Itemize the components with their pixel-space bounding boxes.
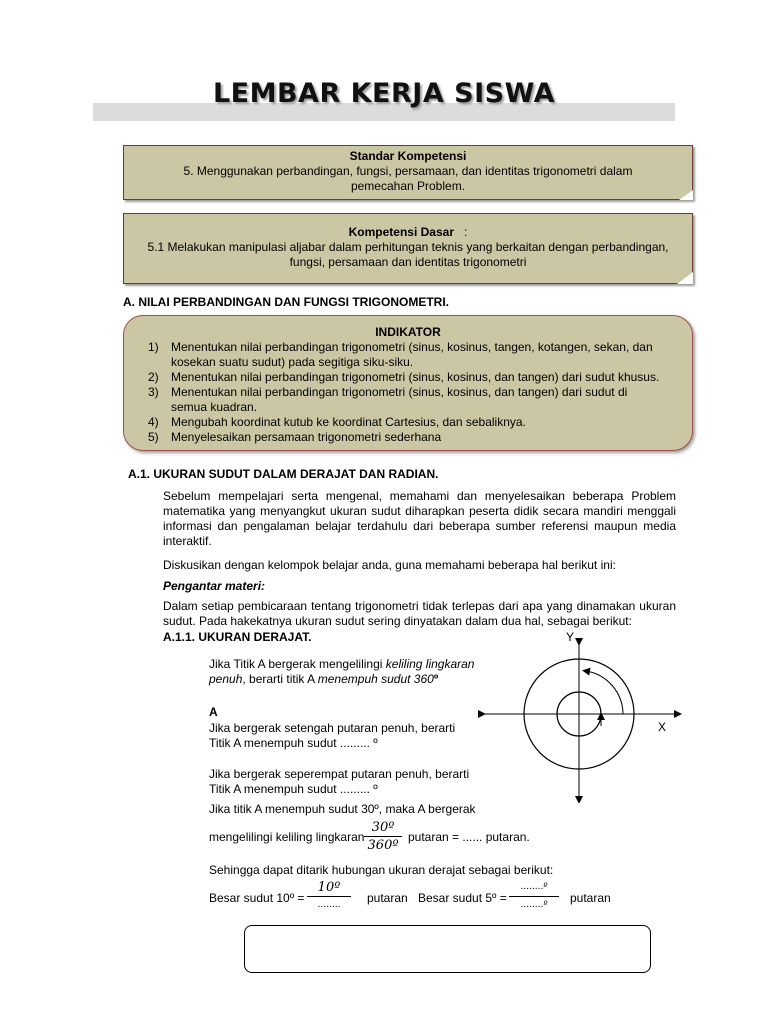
section-a11-heading: A.1.1. UKURAN DERAJAT. <box>163 630 312 644</box>
list-number: 4) <box>148 415 159 429</box>
text-segment: Jika Titik A bergerak mengelilingi <box>209 657 386 671</box>
list-text: Menentukan nilai perbandingan trigonometri (sinus, kosinus, dan tangen) dari sudut khusus. <box>171 370 660 384</box>
fraction-bar <box>307 896 351 897</box>
thirty-degree-text: Jika titik A menempuh sudut 30º, maka A bergerak <box>209 802 476 816</box>
pengantar-heading: Pengantar materi: <box>163 579 266 593</box>
fraction-numerator: 30º <box>371 820 395 835</box>
standar-kompetensi-heading: Standar Kompetensi <box>349 149 467 163</box>
kompetensi-dasar-box <box>123 213 693 284</box>
section-a-heading: A. NILAI PERBANDINGAN DAN FUNGSI TRIGONOMETRI. <box>123 295 449 309</box>
standar-kompetensi-text: 5. Menggunakan perbandingan, fungsi, persamaan, dan identitas trigonometri dalam pemecahan Problem. <box>183 164 633 193</box>
indikator-list <box>124 340 692 445</box>
list-text: Mengubah koordinat kutub ke koordinat Cartesius, dan sebaliknya. <box>171 415 526 429</box>
folded-corner <box>677 272 693 284</box>
list-number: 1) <box>148 340 159 354</box>
point-a-label: A <box>209 705 218 719</box>
paragraph-discussion: Diskusikan dengan kelompok belajar anda, guna memahami beberapa hal berikut ini: <box>163 558 616 572</box>
paragraph-intro: Sebelum mempelajari serta mengenal, memahami dan menyelesaikan beberapa Problem matematika yang menyangkut ukuran sudut diharapkan peserta didik secara mandiri menggali informasi dan pengalaman belajar terdahulu dari beberapa sumber referensi maupun media interaktif. <box>163 489 676 548</box>
relation-text: Sehingga dapat ditarik hubungan ukuran derajat sebagai berikut: <box>209 863 554 877</box>
rotation-arrow <box>586 671 623 714</box>
kompetensi-dasar-text: 5.1 Melakukan manipulasi aljabar dalam perhitungan teknis yang berkaitan dengan perbandingan, fungsi, persamaan dan identitas trigonometri <box>147 240 669 269</box>
page-title: LEMBAR KERJA SISWA <box>212 78 556 109</box>
text-segment: mengelilingi keliling lingkaran <box>209 830 365 844</box>
fraction-denominator: ........º <box>520 900 548 910</box>
text-segment: Besar sudut 10º = <box>209 891 305 905</box>
fraction-denominator: 360º <box>367 838 399 853</box>
text-segment: Besar sudut 5º = <box>418 891 507 905</box>
indikator-heading: INDIKATOR <box>375 325 441 339</box>
text-segment: putaran = ...... putaran. <box>408 830 530 844</box>
text-segment: , berarti titik A <box>242 672 318 686</box>
kompetensi-dasar-colon: : <box>464 225 468 239</box>
fraction-10 <box>307 880 351 913</box>
folded-corner <box>679 190 693 200</box>
list-item <box>124 385 692 415</box>
y-axis-label: Y <box>566 630 575 644</box>
list-item <box>124 415 692 430</box>
section-a1-heading: A.1. UKURAN SUDUT DALAM DERAJAT DAN RADIAN. <box>128 467 439 481</box>
fraction-5 <box>509 880 559 913</box>
text-segment: menempuh sudut 360 <box>317 672 434 686</box>
full-rotation-text <box>209 657 479 687</box>
half-rotation-text: Jika bergerak setengah putaran penuh, berarti Titik A menempuh sudut ......... º <box>209 721 456 750</box>
fraction-30-360 <box>364 820 402 853</box>
list-item <box>124 340 692 370</box>
list-number: 5) <box>148 430 159 444</box>
list-text: Menentukan nilai perbandingan trigonometri (sinus, kosinus, dan tangen) dari sudut di semua kuadran. <box>171 385 628 414</box>
fraction-bar <box>509 896 559 897</box>
list-number: 3) <box>148 385 159 399</box>
text-segment: putaran <box>367 891 408 905</box>
list-item <box>124 430 692 445</box>
list-item <box>124 370 692 385</box>
text-segment: keliling lingkaran penuh <box>209 657 475 686</box>
answer-box[interactable] <box>244 925 651 973</box>
list-number: 2) <box>148 370 159 384</box>
paragraph-pengantar: Dalam setiap pembicaraan tentang trigonometri tidak terlepas dari apa yang dinamakan ukuran sudut. Pada hakekatnya ukuran sudut sering dinyatakan dalam dua hal, sebagai berikut: <box>163 599 676 628</box>
fraction-numerator: 10º <box>317 880 341 895</box>
list-text: Menentukan nilai perbandingan trigonometri (sinus, kosinus, tangen, kotangen, sekan, dan kosekan suatu sudut) pada segitiga siku-siku. <box>171 340 653 369</box>
degree-symbol: º <box>433 672 439 686</box>
quarter-rotation-text: Jika bergerak seperempat putaran penuh, berarti Titik A menempuh sudut ......... º <box>209 767 470 796</box>
standar-kompetensi-box <box>123 145 693 200</box>
kompetensi-dasar-heading: Kompetensi Dasar <box>348 225 454 239</box>
list-text: Menyelesaikan persamaan trigonometri sederhana <box>171 430 442 444</box>
x-axis-label: X <box>658 720 667 734</box>
fraction-denominator: ........ <box>317 900 341 910</box>
fraction-bar <box>364 836 402 837</box>
fraction-numerator: ........º <box>520 882 548 892</box>
text-segment: putaran <box>570 891 611 905</box>
circle-diagram <box>478 628 683 803</box>
indikator-box <box>123 315 693 451</box>
